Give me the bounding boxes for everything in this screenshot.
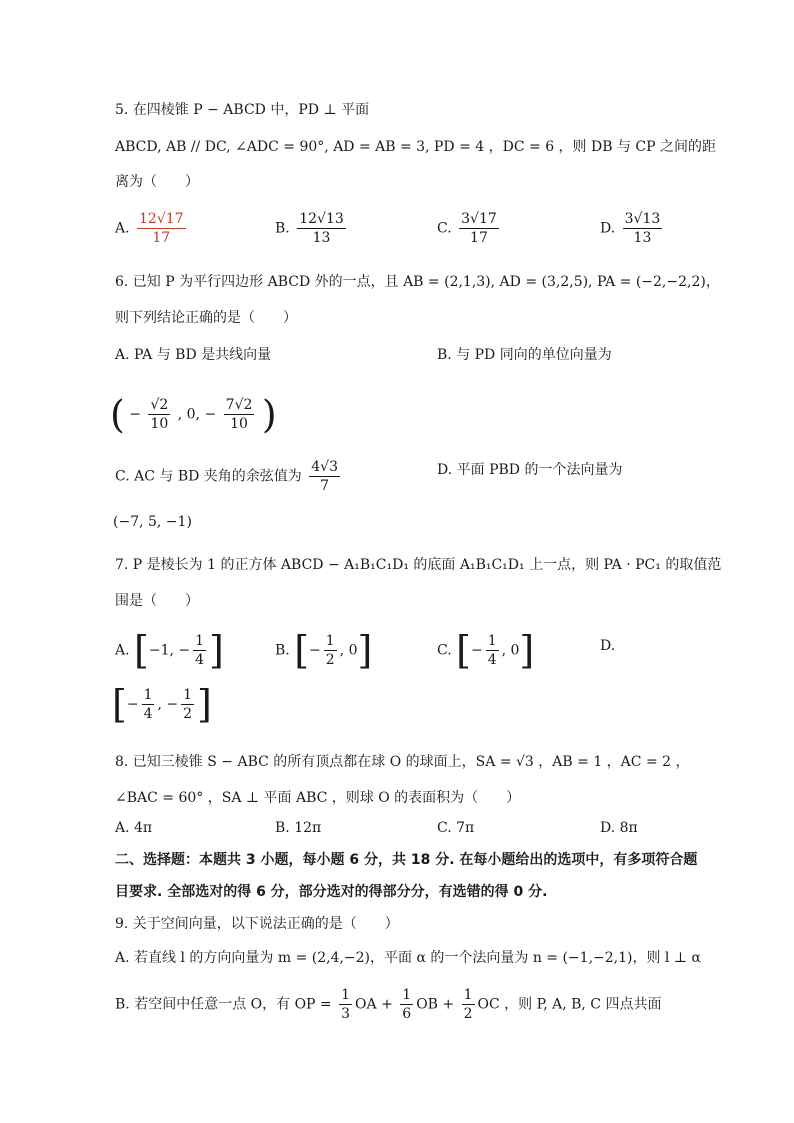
- q5-stem-line3: 离为（ ）: [115, 174, 199, 190]
- q6-stem-line1: 6. 已知 P 为平行四边形 ABCD 外的一点，且 AB = (2,1,3), AD = (3,2,5), PA = (−2,−2,2)，: [115, 274, 720, 290]
- q5-option-d-fraction: $\frac{3√13}{13}$: [624, 211, 661, 246]
- q6-option-d: D. 平面 PBD 的一个法向量为: [437, 462, 623, 478]
- q5-option-d: D. $\frac{3√13}{13}$: [600, 211, 661, 246]
- section-heading-line2: 目要求. 全部选对的得 6 分，部分选对的得部分分，有选错的得 0 分.: [115, 884, 548, 900]
- q7-stem-line2: 围是（ ）: [115, 593, 199, 609]
- q8-option-a: A. 4π: [115, 820, 153, 836]
- q6-option-d-vector: (−7, 5, −1): [113, 514, 192, 530]
- q9-option-b: B. 若空间中任意一点 O，有 OP = $\frac{1}{3}$ OA + $\frac{1}{6}$ OB + $\frac{1}{2}$ OC ，则 P, A, B, C 四点共面: [115, 987, 662, 1022]
- q7-option-d-label: D.: [600, 638, 616, 654]
- q8-stem-line2: ∠BAC = 60° ，SA ⊥ 平面 ABC ，则球 O 的表面积为（ ）: [115, 790, 521, 806]
- q6-option-b: B. 与 PD 同向的单位向量为: [437, 347, 612, 363]
- q7-option-c: C. [− $\frac{1}{4}$ , 0]: [437, 628, 535, 673]
- q5-stem-line2: ABCD, AB // DC, ∠ADC = 90°, AD = AB = 3, PD = 4 ，DC = 6 ，则 DB 与 CP 之间的距: [115, 139, 716, 155]
- q8-stem-line1: 8. 已知三棱锥 S − ABC 的所有顶点都在球 O 的球面上，SA = √3 ，AB = 1 ，AC = 2 ，: [115, 754, 690, 770]
- q8-option-c: C. 7π: [437, 820, 475, 836]
- q7-stem-line1: 7. P 是棱长为 1 的正方体 ABCD − A₁B₁C₁D₁ 的底面 A₁B₁C₁D₁ 上一点，则 PA · PC₁ 的取值范: [115, 557, 722, 573]
- q9-stem: 9. 关于空间向量，以下说法正确的是（ ）: [115, 916, 399, 932]
- section-heading-line1: 二、选择题：本题共 3 小题，每小题 6 分，共 18 分. 在每小题给出的选项中，有多项符合题: [115, 852, 698, 868]
- q5-option-a-fraction: $\frac{12√17}{17}$: [139, 211, 184, 246]
- q7-option-d: [− $\frac{1}{4}$ , − $\frac{1}{2}$ ]: [112, 682, 212, 727]
- q7-option-a: A. [−1, − $\frac{1}{4}$ ]: [115, 628, 224, 673]
- q5-option-a: A. $\frac{12√17}{17}$: [115, 211, 184, 246]
- q7-option-b: B. [− $\frac{1}{2}$ , 0]: [275, 628, 373, 673]
- q5-stem-line1: 5. 在四棱锥 P − ABCD 中，PD ⊥ 平面: [115, 102, 370, 118]
- q5-option-b: B. $\frac{12√13}{13}$: [275, 211, 344, 246]
- q5-option-c-fraction: $\frac{3√17}{17}$: [461, 211, 497, 246]
- q6-option-a: A. PA 与 BD 是共线向量: [115, 347, 272, 363]
- q8-option-b: B. 12π: [275, 820, 322, 836]
- q9-option-a: A. 若直线 l 的方向向量为 m = (2,4,−2)，平面 α 的一个法向量为 n = (−1,−2,1)，则 l ⊥ α: [115, 950, 701, 966]
- q5-option-b-fraction: $\frac{12√13}{13}$: [299, 211, 344, 246]
- q5-option-c: C. $\frac{3√17}{17}$: [437, 211, 497, 246]
- q8-option-d: D. 8π: [600, 820, 638, 836]
- q6-option-b-vector: ( − $\frac{√2}{10}$ , 0, − $\frac{7√2}{10}$ ): [110, 392, 277, 437]
- q6-stem-line2: 则下列结论正确的是（ ）: [115, 310, 297, 326]
- q6-option-c: C. AC 与 BD 夹角的余弦值为 $\frac{4√3}{7}$: [115, 459, 339, 494]
